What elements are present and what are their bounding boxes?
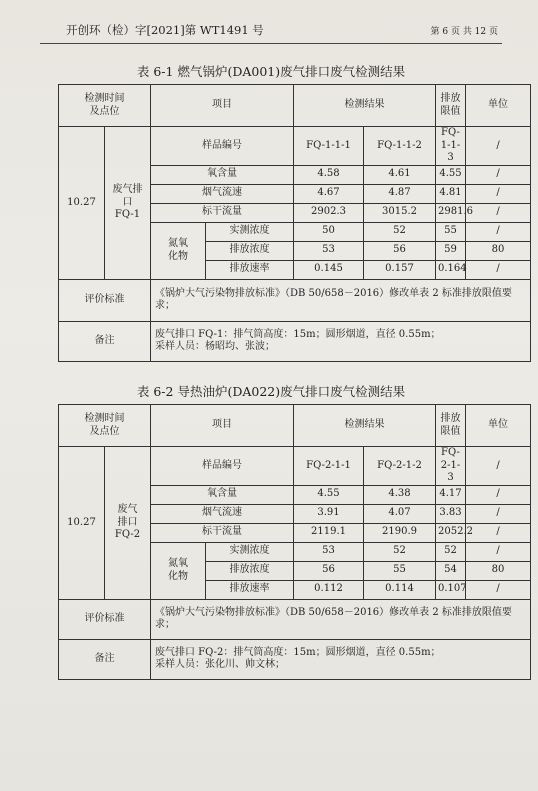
value-cell: 53 — [294, 542, 364, 561]
value-cell: 4.58 — [294, 165, 364, 184]
value-cell: 2981.6 — [436, 203, 466, 222]
header-rule — [40, 43, 502, 44]
nox-label: 氮氧 化物 — [151, 222, 206, 279]
row-item: 烟气流速 — [151, 504, 294, 523]
header-results: 检测结果 — [294, 405, 436, 447]
limit-cell: / — [466, 222, 531, 241]
value-cell: 55 — [364, 561, 436, 580]
page-header — [66, 22, 498, 40]
limit-cell: / — [466, 203, 531, 222]
remarks-label: 备注 — [59, 639, 151, 679]
value-cell: FQ-1-1-3 — [436, 127, 466, 166]
limit-cell: / — [466, 542, 531, 561]
header-limit: 排放 限值 — [436, 85, 466, 127]
row-item: 烟气流速 — [151, 184, 294, 203]
row-item: 实测浓度 — [206, 222, 294, 241]
row-item: 标干流量 — [151, 523, 294, 542]
value-cell: 0.114 — [364, 580, 436, 599]
row-item: 氧含量 — [151, 165, 294, 184]
value-cell: 0.107 — [436, 580, 466, 599]
value-cell: 0.164 — [436, 260, 466, 279]
value-cell: 4.55 — [436, 165, 466, 184]
header-item: 项目 — [151, 405, 294, 447]
value-cell: 0.157 — [364, 260, 436, 279]
test-date: 10.27 — [59, 127, 105, 280]
standard-text: 《锅炉大气污染物排放标准》（DB 50/658－2016）修改单表 2 标准排放限值要求； — [151, 279, 531, 321]
value-cell: FQ-2-1-2 — [364, 447, 436, 486]
limit-cell: / — [466, 260, 531, 279]
value-cell: 3015.2 — [364, 203, 436, 222]
row-item: 氧含量 — [151, 485, 294, 504]
row-item: 实测浓度 — [206, 542, 294, 561]
limit-cell: / — [466, 447, 531, 486]
value-cell: 52 — [436, 542, 466, 561]
row-item: 样品编号 — [151, 447, 294, 486]
value-cell: 50 — [294, 222, 364, 241]
standard-text: 《锅炉大气污染物排放标准》（DB 50/658－2016）修改单表 2 标准排放限值要求； — [151, 599, 531, 639]
value-cell: 4.07 — [364, 504, 436, 523]
value-cell: 53 — [294, 241, 364, 260]
table-caption: 表 6-2 导热油炉(DA022)废气排口废气检测结果 — [136, 384, 406, 399]
standard-label: 评价标准 — [59, 279, 151, 321]
value-cell: 59 — [436, 241, 466, 260]
header-results: 检测结果 — [294, 85, 436, 127]
results-table — [58, 404, 531, 680]
value-cell: 2119.1 — [294, 523, 364, 542]
page-number: 第 6 页 共 12 页 — [430, 27, 498, 37]
remarks-label: 备注 — [59, 321, 151, 361]
sampling-point: 废气排 口 FQ-1 — [105, 127, 151, 280]
remarks-text: 废气排口 FQ-1：排气筒高度：15m；圆形烟道，直径 0.55m； 采样人员：杨昭均、张波； — [151, 321, 531, 361]
row-item: 排放浓度 — [206, 561, 294, 580]
limit-cell: / — [466, 184, 531, 203]
limit-cell: / — [466, 165, 531, 184]
header-time-location: 检测时间 及点位 — [59, 85, 151, 127]
header-unit: 单位 — [466, 85, 531, 127]
value-cell: 4.55 — [294, 485, 364, 504]
header-unit: 单位 — [466, 405, 531, 447]
header-time-location: 检测时间 及点位 — [59, 405, 151, 447]
value-cell: 4.38 — [364, 485, 436, 504]
limit-cell: 80 — [466, 561, 531, 580]
header-limit: 排放 限值 — [436, 405, 466, 447]
value-cell: 0.145 — [294, 260, 364, 279]
row-item: 标干流量 — [151, 203, 294, 222]
limit-cell: / — [466, 504, 531, 523]
limit-cell: 80 — [466, 241, 531, 260]
nox-label: 氮氧 化物 — [151, 542, 206, 599]
limit-cell: / — [466, 523, 531, 542]
value-cell: 3.83 — [436, 504, 466, 523]
value-cell: FQ-1-1-1 — [294, 127, 364, 166]
report-number: 开创环（检）字[2021]第 WT1491 号 — [66, 23, 264, 37]
row-item: 排放浓度 — [206, 241, 294, 260]
value-cell: 0.112 — [294, 580, 364, 599]
value-cell: 52 — [364, 542, 436, 561]
limit-cell: / — [466, 485, 531, 504]
table-caption: 表 6-1 燃气锅炉(DA001)废气排口废气检测结果 — [136, 64, 406, 79]
value-cell: 2902.3 — [294, 203, 364, 222]
value-cell: 4.81 — [436, 184, 466, 203]
value-cell: 56 — [294, 561, 364, 580]
value-cell: 4.87 — [364, 184, 436, 203]
value-cell: FQ-2-1-3 — [436, 447, 466, 486]
value-cell: 2052.2 — [436, 523, 466, 542]
limit-cell: / — [466, 580, 531, 599]
header-item: 项目 — [151, 85, 294, 127]
row-item: 排放速率 — [206, 260, 294, 279]
value-cell: 56 — [364, 241, 436, 260]
value-cell: 55 — [436, 222, 466, 241]
value-cell: 4.67 — [294, 184, 364, 203]
limit-cell: / — [466, 127, 531, 166]
results-table — [58, 84, 531, 362]
sampling-point: 废气 排口 FQ-2 — [105, 447, 151, 600]
value-cell: 52 — [364, 222, 436, 241]
row-item: 排放速率 — [206, 580, 294, 599]
row-item: 样品编号 — [151, 127, 294, 166]
remarks-text: 废气排口 FQ-2：排气筒高度：15m；圆形烟道，直径 0.55m； 采样人员：张化川、帅文林； — [151, 639, 531, 679]
value-cell: 3.91 — [294, 504, 364, 523]
value-cell: 4.17 — [436, 485, 466, 504]
standard-label: 评价标准 — [59, 599, 151, 639]
test-date: 10.27 — [59, 447, 105, 600]
value-cell: 4.61 — [364, 165, 436, 184]
value-cell: 2190.9 — [364, 523, 436, 542]
value-cell: 54 — [436, 561, 466, 580]
value-cell: FQ-1-1-2 — [364, 127, 436, 166]
value-cell: FQ-2-1-1 — [294, 447, 364, 486]
